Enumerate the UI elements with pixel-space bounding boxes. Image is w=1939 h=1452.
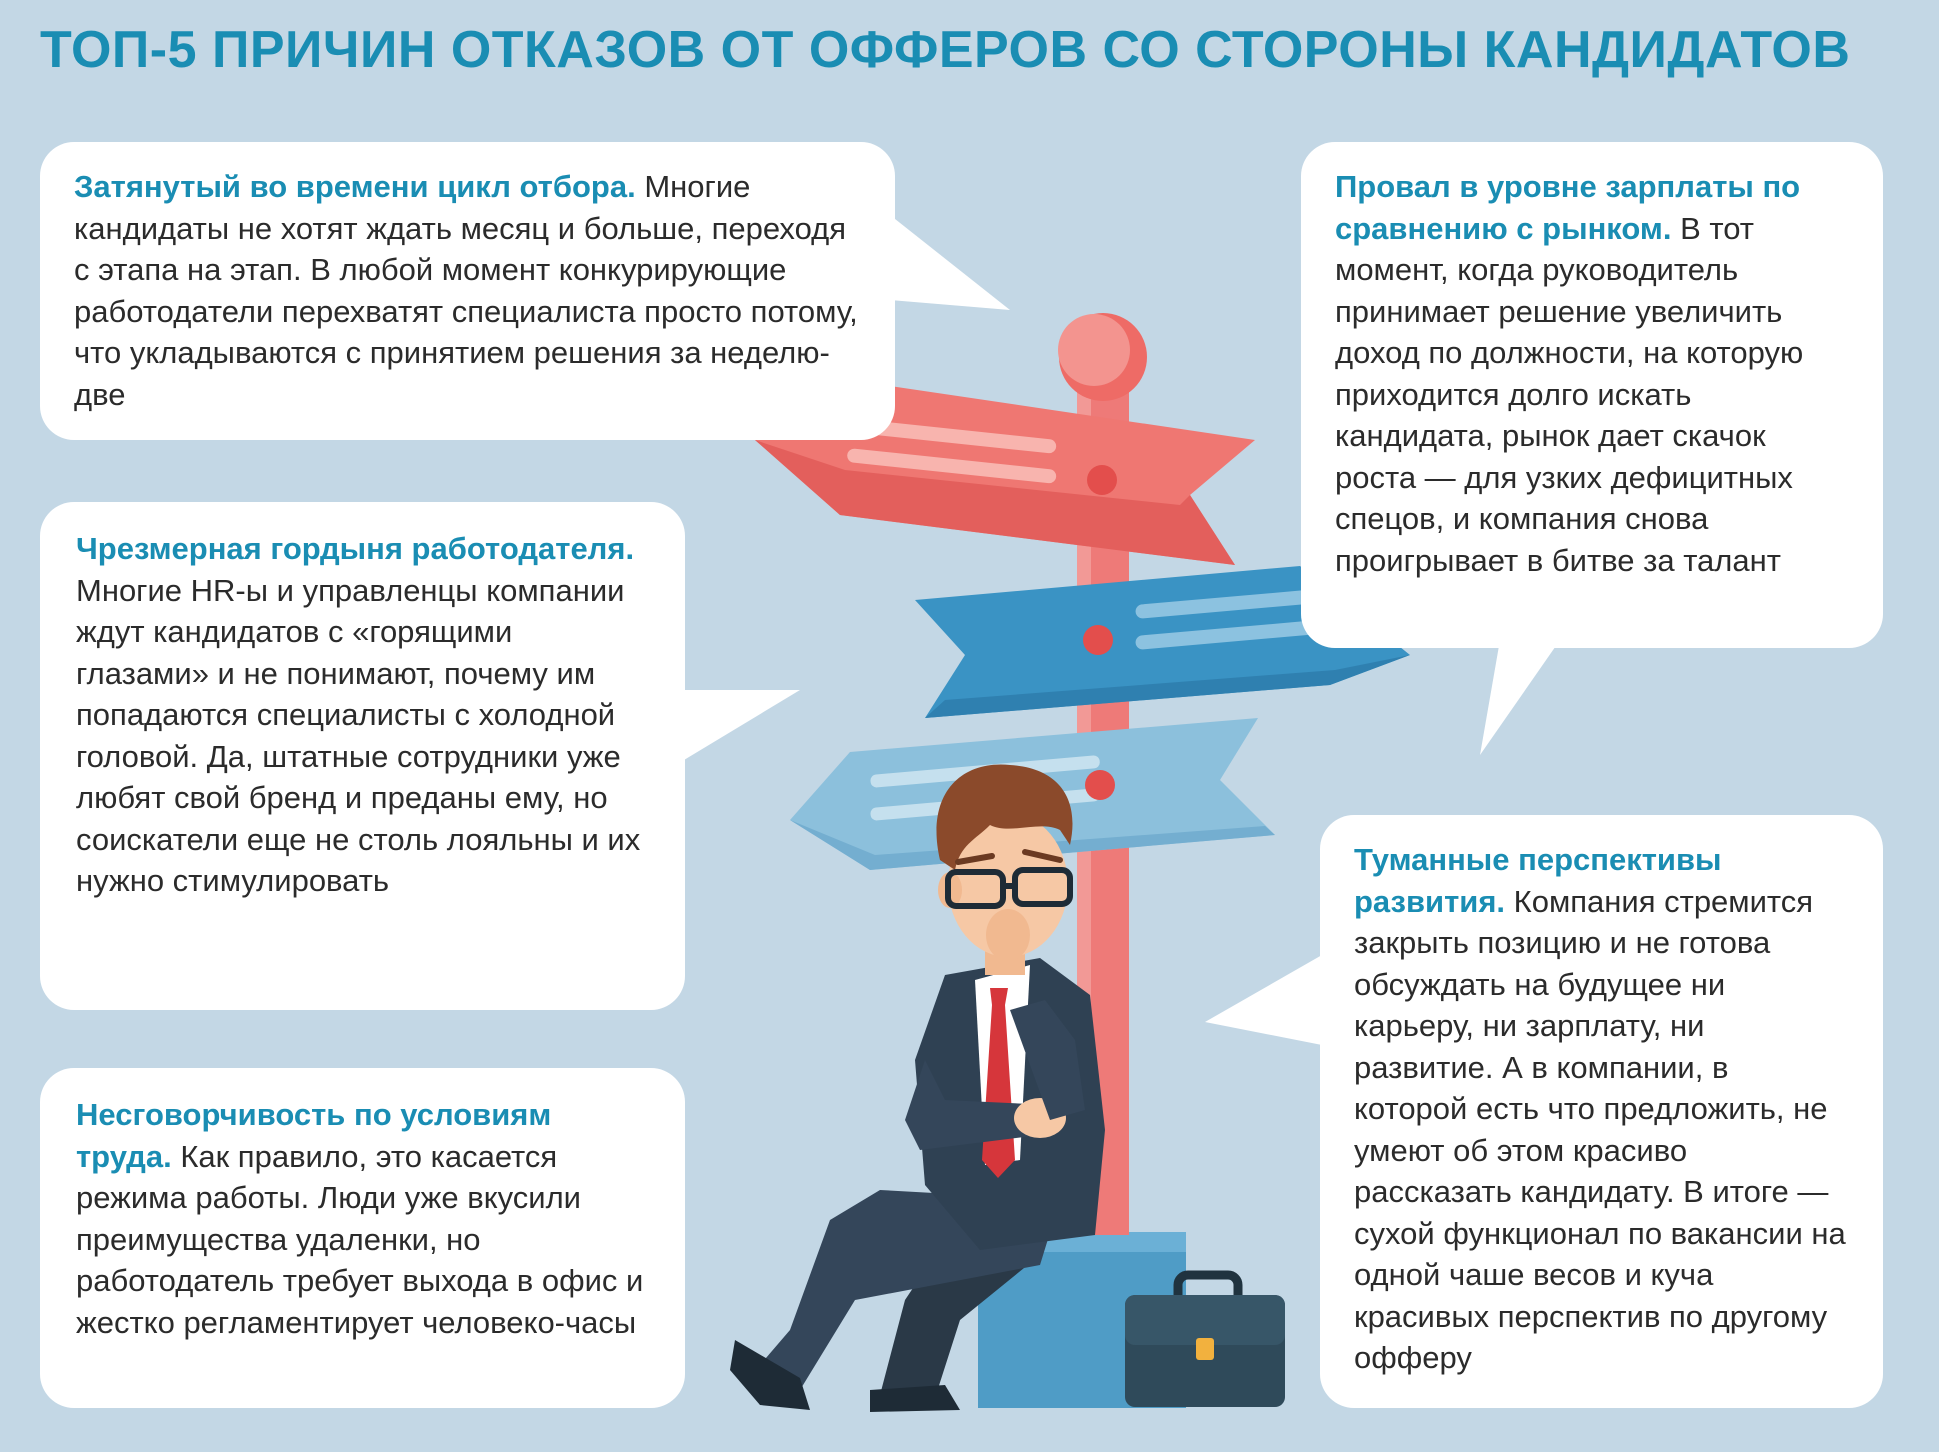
reason-4-heading: Туманные перспективы развития. — [1354, 842, 1722, 919]
reason-bubble-1 — [40, 142, 895, 440]
reason-5-text: Как правило, это касается режима работы. Люди уже вкусили преимущества удаленки, но работодатель требует выхода в офис и жестко регламентирует человеко-часы — [76, 1138, 644, 1340]
reason-bubble-2 — [1301, 142, 1883, 648]
reason-bubble-3 — [40, 502, 685, 1010]
sign-lightblue-bolt — [1085, 770, 1115, 800]
bubble-tail-3 — [684, 690, 800, 760]
reason-bubble-4 — [1320, 815, 1883, 1408]
bubble-tail-2 — [1480, 640, 1560, 755]
reason-4-text: Компания стремится закрыть позицию и не готова обсуждать на будущее ни карьеру, ни зарплату, ни развитие. А в компании, в которой есть что предложить, не умеют об этом красиво рассказать кандидату. В итоге — сухой функционал по вакансии на одной чаше весов и куча красивых перспектив по другому офферу — [1354, 883, 1846, 1375]
signpost-top-ball-highlight — [1058, 314, 1130, 386]
bubble-tail-4 — [1205, 955, 1322, 1045]
reason-bubble-5 — [40, 1068, 685, 1408]
reason-1-text: Многие кандидаты не хотят ждать месяц и больше, переходя с этапа на этап. В любой момент конкурирующие работодатели перехватят специалиста просто потому, что укладываются с принятием решения за неделю-две — [74, 169, 858, 412]
reason-2-text: В тот момент, когда руководитель принимает решение увеличить доход по должности, на которую приходится долго искать кандидата, рынок дает скачок роста — для узких дефицитных спецов, и компания снова проигрывает в битве за талант — [1335, 210, 1804, 578]
reason-3-text: Многие HR-ы и управленцы компании ждут кандидатов с «горящими глазами» и не понимают, почему им попадаются специалисты с холодной головой. Да, штатные сотрудники уже любят свой бренд и преданы ему, но соискатели еще не столь лояльны и их нужно стимулировать — [76, 572, 641, 898]
reason-1-heading: Затянутый во времени цикл отбора. — [74, 169, 636, 204]
sign-red-bolt — [1087, 465, 1117, 495]
page-title: ТОП-5 ПРИЧИН ОТКАЗОВ ОТ ОФФЕРОВ СО СТОРОНЫ КАНДИДАТОВ — [40, 21, 1851, 79]
reason-2-heading: Провал в уровне зарплаты по сравнению с рынком. — [1335, 169, 1801, 246]
sign-blue-bolt — [1083, 625, 1113, 655]
reason-3-heading: Чрезмерная гордыня работодателя. — [76, 531, 635, 566]
reason-5-heading: Несговорчивость по условиям труда. — [76, 1097, 552, 1174]
bubble-tail-1 — [890, 215, 1010, 310]
